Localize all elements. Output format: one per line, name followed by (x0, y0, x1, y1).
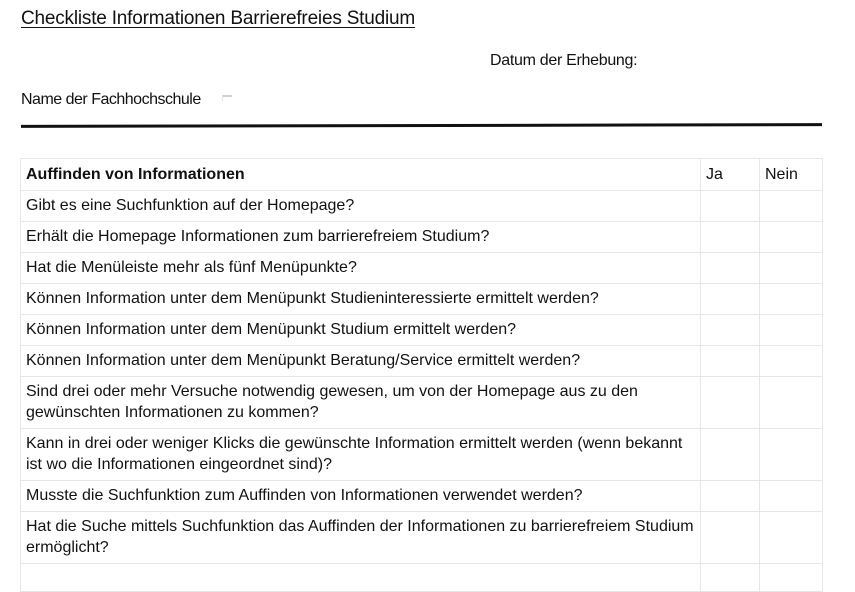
answer-no-cell[interactable] (760, 564, 823, 592)
answer-yes-cell[interactable] (701, 512, 760, 564)
empty-cell (21, 564, 701, 592)
survey-date-label: Datum der Erhebung: (490, 52, 638, 69)
answer-yes-cell[interactable] (701, 253, 760, 284)
question-text: Können Information unter dem Menüpunkt Beratung/Service ermittelt werden? (21, 346, 701, 377)
question-text: Musste die Suchfunktion zum Auffinden von Informationen verwendet werden? (21, 481, 701, 512)
table-row-empty (21, 564, 823, 592)
answer-yes-cell[interactable] (701, 346, 760, 377)
answer-yes-cell[interactable] (701, 481, 760, 512)
form-field-marker[interactable] (222, 95, 232, 101)
answer-no-cell[interactable] (760, 429, 823, 481)
table-row (21, 284, 823, 315)
document-title: Checkliste Informationen Barrierefreies Studium (21, 8, 415, 29)
table-row (21, 429, 823, 481)
table-row (21, 346, 823, 377)
question-text: Gibt es eine Suchfunktion auf der Homepage? (21, 191, 701, 222)
table-row (21, 315, 823, 346)
answer-yes-cell[interactable] (701, 429, 760, 481)
table-row (21, 253, 823, 284)
checklist-table (20, 158, 823, 592)
answer-no-cell[interactable] (760, 346, 823, 377)
table-row (21, 222, 823, 253)
horizontal-rule (21, 123, 822, 128)
answer-yes-cell[interactable] (701, 222, 760, 253)
table-row (21, 377, 823, 429)
answer-no-cell[interactable] (760, 315, 823, 346)
column-header-no: Nein (760, 159, 823, 191)
question-text: Können Information unter dem Menüpunkt Studium ermittelt werden? (21, 315, 701, 346)
answer-no-cell[interactable] (760, 512, 823, 564)
answer-yes-cell[interactable] (701, 564, 760, 592)
question-text: Können Information unter dem Menüpunkt Studieninteressierte ermittelt werden? (21, 284, 701, 315)
table-row (21, 481, 823, 512)
answer-yes-cell[interactable] (701, 191, 760, 222)
answer-no-cell[interactable] (760, 222, 823, 253)
answer-no-cell[interactable] (760, 191, 823, 222)
question-text: Hat die Suche mittels Suchfunktion das Auffinden der Informationen zu barrierefreiem Studium ermöglicht? (21, 512, 701, 564)
answer-yes-cell[interactable] (701, 377, 760, 429)
answer-no-cell[interactable] (760, 481, 823, 512)
table-row (21, 191, 823, 222)
section-heading: Auffinden von Informationen (21, 159, 701, 191)
answer-no-cell[interactable] (760, 284, 823, 315)
question-text: Kann in drei oder weniger Klicks die gewünschte Information ermittelt werden (wenn bekannt ist wo die Informationen eingeordnet sind)? (21, 429, 701, 481)
answer-yes-cell[interactable] (701, 315, 760, 346)
table-row (21, 512, 823, 564)
answer-no-cell[interactable] (760, 253, 823, 284)
question-text: Sind drei oder mehr Versuche notwendig gewesen, um von der Homepage aus zu den gewünschten Informationen zu kommen? (21, 377, 701, 429)
school-name-label: Name der Fachhochschule (21, 91, 201, 108)
answer-yes-cell[interactable] (701, 284, 760, 315)
question-text: Hat die Menüleiste mehr als fünf Menüpunkte? (21, 253, 701, 284)
column-header-yes: Ja (701, 159, 760, 191)
answer-no-cell[interactable] (760, 377, 823, 429)
table-header-row (21, 159, 823, 191)
question-text: Erhält die Homepage Informationen zum barrierefreiem Studium? (21, 222, 701, 253)
